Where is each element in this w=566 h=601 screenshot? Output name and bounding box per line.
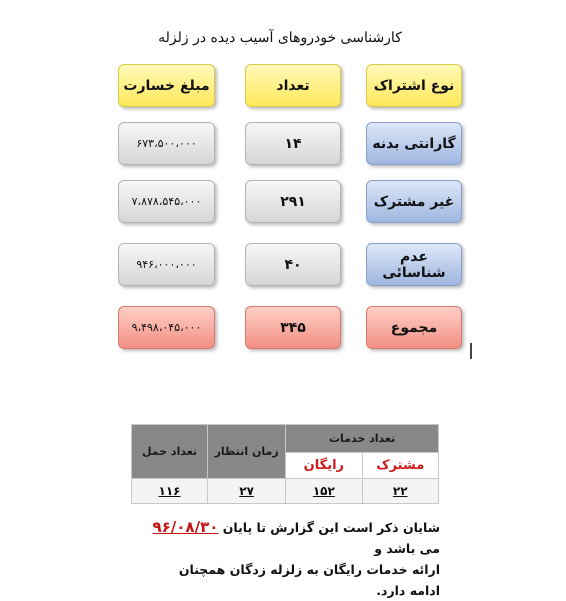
footnote-part2: می باشد و: [374, 541, 440, 556]
row-type: غیر مشترک: [366, 180, 462, 223]
header-type: نوع اشتراک: [366, 64, 462, 107]
services-table: [131, 424, 439, 504]
val-member: ۲۲: [362, 479, 438, 504]
page-title: کارشناسی خودروهای آسیب دیده در زلزله: [158, 30, 402, 46]
footnote-line2: ارائه خدمات رایگان به زلزله زدگان همچنان ادامه دارد.: [178, 562, 440, 598]
row-count: ۴۰: [245, 243, 341, 286]
footnote-part1: شایان ذکر است این گزارش تا پایان: [222, 520, 440, 535]
val-carry: ۱۱۶: [132, 479, 208, 504]
row-type: گارانتی بدنه: [366, 122, 462, 165]
footnote: [150, 517, 440, 601]
sub-member: مشترک: [362, 453, 438, 479]
row-count: ۱۴: [245, 122, 341, 165]
row-count: ۲۹۱: [245, 180, 341, 223]
col-carry: تعداد حمل: [132, 425, 208, 479]
footnote-line1: [150, 517, 440, 559]
row-type: عدم شناسائی: [366, 243, 462, 286]
total-count: ۳۴۵: [245, 306, 341, 349]
col-services: تعداد خدمات: [286, 425, 439, 453]
divider-mark: [470, 343, 472, 359]
header-amount: مبلغ خسارت: [118, 64, 215, 107]
total-amount: ۹،۴۹۸،۰۴۵،۰۰۰: [118, 306, 215, 349]
sub-free: رایگان: [286, 453, 362, 479]
val-free: ۱۵۲: [286, 479, 362, 504]
footnote-date: ۹۶/۰۸/۳۰: [152, 518, 219, 536]
row-amount: ۶۷۳،۵۰۰،۰۰۰: [118, 122, 215, 165]
header-count: تعداد: [245, 64, 341, 107]
col-wait: زمان انتظار: [208, 425, 286, 479]
row-amount: ۹۴۶،۰۰۰،۰۰۰: [118, 243, 215, 286]
total-label: مجموع: [366, 306, 462, 349]
val-wait: ۲۷: [208, 479, 286, 504]
row-amount: ۷،۸۷۸،۵۴۵،۰۰۰: [118, 180, 215, 223]
